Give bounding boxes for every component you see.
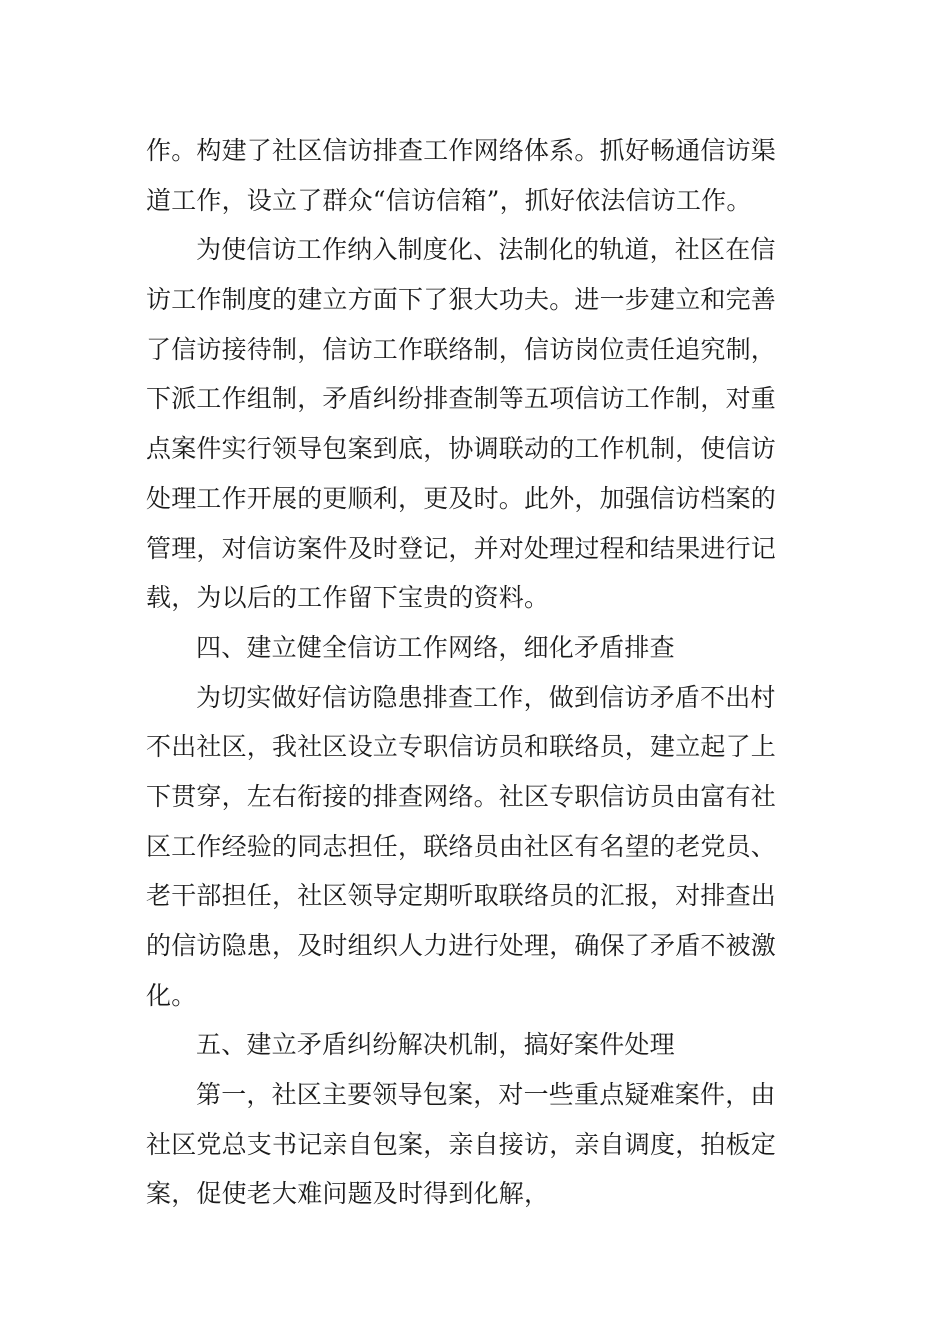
- text-line: 五、建立矛盾纠纷解决机制，搞好案件处理: [196, 1030, 675, 1060]
- text-line: 第一，社区主要领导包案，对一些重点疑难案件，由: [196, 1080, 776, 1110]
- text-line: 老干部担任，社区领导定期听取联络员的汇报，对排查出: [146, 881, 777, 911]
- text-line: 下贯穿，左右衔接的排查网络。社区专职信访员由富有社: [146, 781, 777, 811]
- text-line: 管理，对信访案件及时登记，并对处理过程和结果进行记: [146, 533, 777, 563]
- text-line: 了信访接待制，信访工作联络制，信访岗位责任追究制，: [146, 334, 777, 364]
- document-body: [146, 126, 806, 1219]
- text-line: 化。: [146, 980, 197, 1010]
- text-line: 道工作，设立了群众“信访信箱”，抓好依法信访工作。: [146, 185, 752, 215]
- text-line: 作。构建了社区信访排查工作网络体系。抓好畅通信访渠: [146, 136, 777, 165]
- text-line: 点案件实行领导包案到底，协调联动的工作机制，使信访: [146, 434, 777, 464]
- text-line: 案，促使老大难问题及时得到化解，: [146, 1179, 550, 1209]
- text-line: 为使信访工作纳入制度化、法制化的轨道，社区在信: [196, 235, 776, 265]
- text-line: 四、建立健全信访工作网络，细化矛盾排查: [196, 632, 675, 662]
- text-line: 处理工作开展的更顺利，更及时。此外，加强信访档案的: [146, 483, 777, 513]
- text-line: 下派工作组制，矛盾纠纷排查制等五项信访工作制，对重: [146, 384, 777, 414]
- text-line: 社区党总支书记亲自包案，亲自接访，亲自调度，拍板定: [146, 1129, 777, 1159]
- text-line: 的信访隐患，及时组织人力进行处理，确保了矛盾不被激: [146, 931, 777, 960]
- text-line: 为切实做好信访隐患排查工作，做到信访矛盾不出村: [196, 682, 776, 712]
- text-line: 区工作经验的同志担任，联络员由社区有名望的老党员、: [146, 831, 777, 861]
- text-line: 不出社区，我社区设立专职信访员和联络员，建立起了上: [146, 732, 777, 762]
- text-line: 访工作制度的建立方面下了狠大功夫。进一步建立和完善: [146, 285, 777, 315]
- text-line: 载，为以后的工作留下宝贵的资料。: [146, 583, 550, 613]
